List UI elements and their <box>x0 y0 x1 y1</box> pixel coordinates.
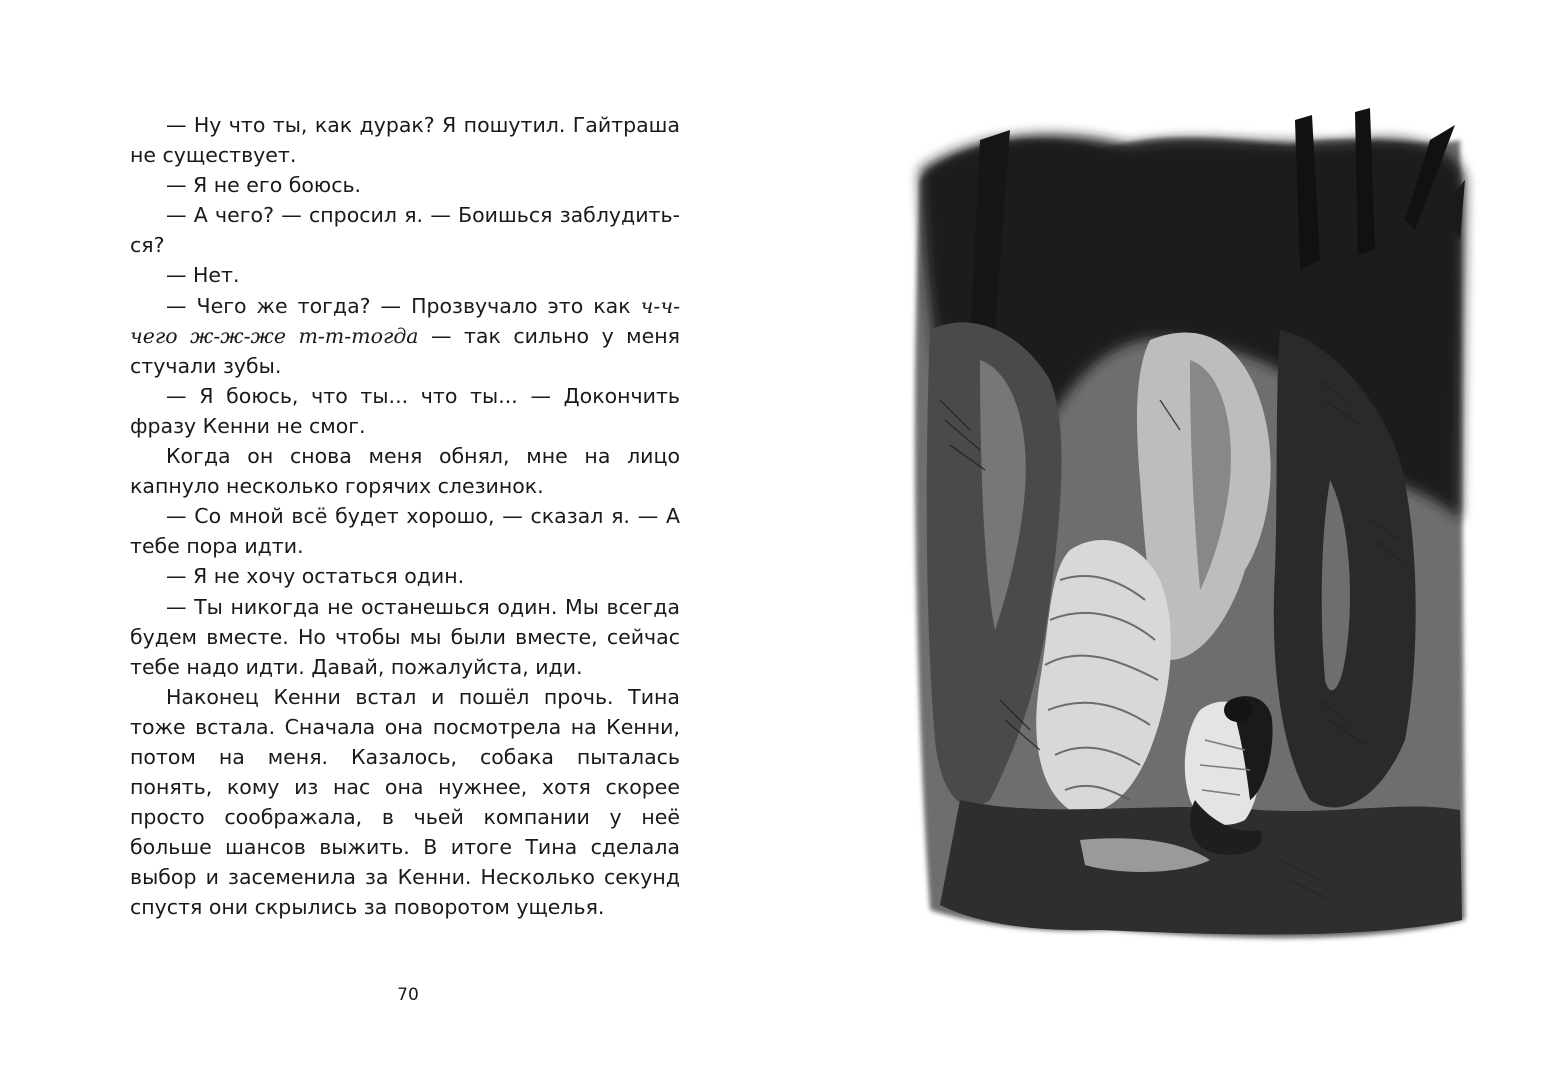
text-run: — А чего? — спросил я. — Боишься заблудиться? <box>130 203 680 258</box>
text-run: — Со мной всё будет хорошо, — сказал я. — А тебе пора идти. <box>130 504 680 559</box>
text-run: — Я боюсь, что ты... что ты... — Докончить фразу Кенни не смог. <box>130 383 680 438</box>
italic-text: ч-ч-чего ж-ж-же т-т-тогда <box>130 293 680 348</box>
text-run: — так сильно у меня стучали зубы. <box>130 323 680 378</box>
paragraph <box>130 260 680 290</box>
paragraph <box>130 170 680 200</box>
page-number: 70 <box>397 985 419 1005</box>
text-run: — Ты никогда не останешься один. Мы всегда будем вместе. Но чтобы мы были вместе, сейчас тебе надо идти. Давай, пожалуйста, иди. <box>130 594 680 679</box>
kneeling-figures <box>1185 696 1273 855</box>
tree-trunk <box>1355 108 1375 255</box>
text-run: — Нет. <box>166 263 240 288</box>
text-run: Наконец Кенни встал и пошёл прочь. Тина тоже встала. Сначала она посмотрела на Кенни, потом на меня. Казалось, собака пыталась понять, кому из нас она нужнее, хотя скорее просто соображала, в чьей компании у неё больше шансов выжить. В итоге Тина сделала выбор и засеменила за Кенни. Несколько секунд спустя они скрылись за поворотом ущелья. <box>130 684 680 920</box>
text-run: Когда он снова меня обнял, мне на лицо капнуло несколько горячих слезинок. <box>130 444 680 499</box>
text-run: — Я не его боюсь. <box>166 173 362 198</box>
paragraph <box>130 441 680 501</box>
text-run: — Ну что ты, как дурак? Я пошутил. Гайтраша не существует. <box>130 113 680 168</box>
paragraph <box>130 381 680 441</box>
text-run: — Чего же тогда? — Прозвучало это как <box>166 293 641 318</box>
text-run: — Я не хочу остаться один. <box>166 564 465 589</box>
paragraph <box>130 200 680 260</box>
paragraph <box>130 110 680 170</box>
paragraph <box>130 682 680 923</box>
text-column <box>130 110 680 923</box>
paragraph <box>130 561 680 591</box>
paragraph <box>130 291 680 381</box>
paragraph <box>130 501 680 561</box>
ink-illustration <box>900 100 1490 950</box>
paragraph <box>130 592 680 682</box>
